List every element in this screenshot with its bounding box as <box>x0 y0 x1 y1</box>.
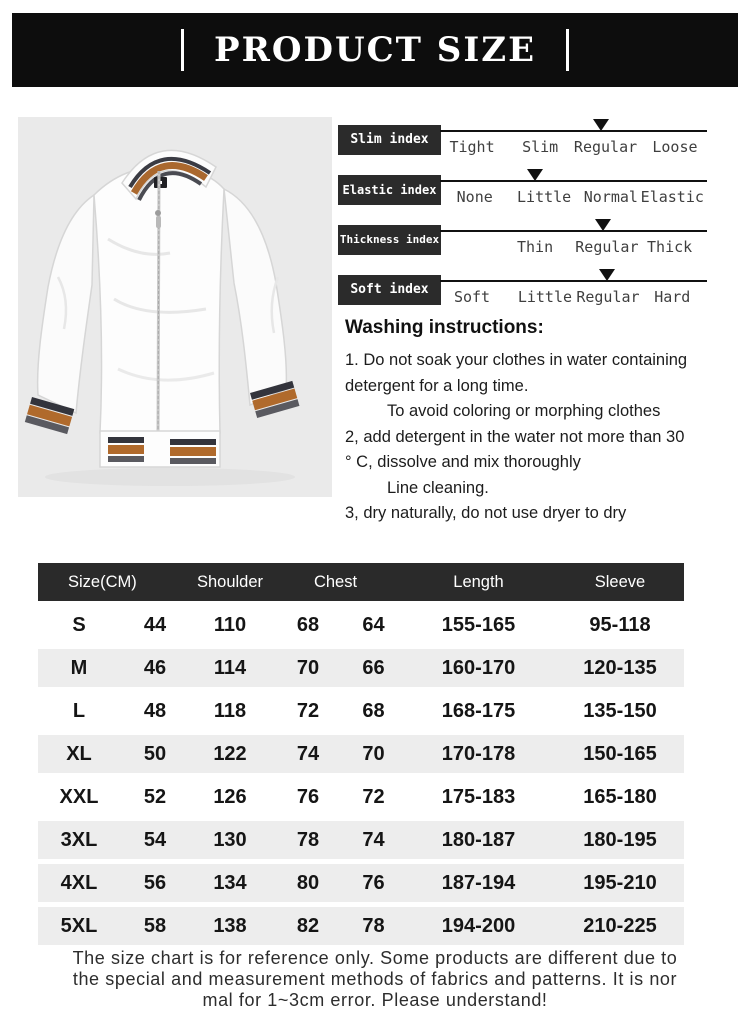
thickness-index-track <box>440 225 707 275</box>
index-row-thickness <box>335 225 745 275</box>
table-row <box>38 735 684 773</box>
table-cell: 56 <box>120 864 190 902</box>
table-cell: 126 <box>213 785 247 808</box>
table-row <box>38 907 684 945</box>
slim-index-label: Slim index <box>338 125 441 155</box>
header-length: Length <box>401 563 556 601</box>
footer-note <box>0 948 750 1011</box>
table-row <box>38 821 684 859</box>
table-cell: 175-183 <box>441 785 516 808</box>
table-cell: 74 <box>270 735 346 773</box>
table-cell: 64 <box>362 613 385 636</box>
table-cell: 68 <box>362 699 385 722</box>
table-cell: 5XL <box>38 907 120 945</box>
index-option: Regular <box>575 238 639 256</box>
footer-line: mal for 1~3cm error. Please understand! <box>202 990 548 1010</box>
table-cell: 44 <box>143 613 167 636</box>
table-row <box>38 692 684 730</box>
footer-line: The size chart is for reference only. Some products are different due to <box>72 948 678 968</box>
thickness-index-label: Thickness index <box>338 225 441 255</box>
table-cell: L <box>72 699 86 722</box>
index-option: Little <box>517 188 572 206</box>
table-cell: 52 <box>143 785 167 808</box>
table-cell: 70 <box>346 735 401 773</box>
washing-line: To avoid coloring or morphing clothes <box>387 402 661 420</box>
marker-arrow-icon <box>599 269 615 281</box>
slider-track <box>440 280 707 282</box>
index-option: Thick <box>647 238 693 256</box>
header-shoulder: Shoulder <box>190 563 270 601</box>
index-option: Hard <box>654 288 691 306</box>
table-cell: 187-194 <box>401 864 556 902</box>
footer-line: the special and measurement methods of fabrics and patterns. It is nor <box>72 969 678 989</box>
index-option: Loose <box>652 138 698 156</box>
page-title: PRODUCT SIZE <box>214 30 536 70</box>
table-cell: 72 <box>296 699 320 722</box>
table-cell: 4XL <box>38 864 120 902</box>
table-cell: 46 <box>120 649 190 687</box>
slim-index-track <box>440 125 707 175</box>
table-cell: 74 <box>346 821 401 859</box>
header-sleeve: Sleeve <box>556 563 684 601</box>
table-cell: S <box>72 613 86 636</box>
jacket-illustration <box>18 117 332 497</box>
table-cell: XXL <box>59 785 99 808</box>
index-option: Little <box>517 288 573 306</box>
table-cell: 95-118 <box>589 613 651 636</box>
marker-arrow-icon <box>527 169 543 181</box>
title-divider-left <box>181 29 184 71</box>
table-cell: M <box>38 649 120 687</box>
table-cell: 138 <box>190 907 270 945</box>
washing-instructions <box>345 317 745 527</box>
table-cell: 180-195 <box>556 821 684 859</box>
table-cell: 165-180 <box>583 785 657 808</box>
table-cell: 168-175 <box>441 699 516 722</box>
table-cell: 118 <box>213 699 247 722</box>
size-table <box>38 558 684 950</box>
table-row <box>38 649 684 687</box>
table-cell: 122 <box>190 735 270 773</box>
table-cell: 150-165 <box>556 735 684 773</box>
index-row-elastic <box>335 175 745 225</box>
table-cell: 70 <box>270 649 346 687</box>
table-cell: 210-225 <box>556 907 684 945</box>
table-cell: 48 <box>143 699 167 722</box>
header-chest: Chest <box>270 563 401 601</box>
washing-line: detergent for a long time. <box>345 376 529 395</box>
table-cell: 66 <box>346 649 401 687</box>
marker-arrow-icon <box>595 219 611 231</box>
slider-track <box>440 230 707 232</box>
washing-title: Washing instructions: <box>345 317 544 338</box>
washing-line: 1. Do not soak your clothes in water containing <box>345 351 688 369</box>
table-cell: 50 <box>120 735 190 773</box>
index-option: Tight <box>449 138 495 156</box>
table-cell: 72 <box>362 785 385 808</box>
index-option: Elastic <box>640 188 704 206</box>
table-row <box>38 606 684 644</box>
slider-track <box>440 130 707 132</box>
title-divider-right <box>566 29 569 71</box>
table-cell: 180-187 <box>401 821 556 859</box>
washing-line: 3, dry naturally, do not use dryer to dry <box>345 504 627 522</box>
washing-line: ° C, dissolve and mix thoroughly <box>345 453 581 471</box>
table-cell: 76 <box>296 785 320 808</box>
index-option: Slim <box>522 138 559 156</box>
table-cell: 54 <box>120 821 190 859</box>
table-cell: 170-178 <box>401 735 556 773</box>
slider-track <box>440 180 707 182</box>
index-option: Regular <box>576 288 640 306</box>
table-cell: 110 <box>213 613 247 636</box>
washing-line: 2, add detergent in the water not more than 30 <box>345 427 685 446</box>
marker-arrow-icon <box>593 119 609 131</box>
table-cell: 78 <box>270 821 346 859</box>
table-cell: 3XL <box>38 821 120 859</box>
table-cell: 68 <box>296 613 320 636</box>
info-panel <box>335 117 745 527</box>
elastic-index-label: Elastic index <box>338 175 441 205</box>
table-header-row <box>38 563 684 601</box>
header-size: Size(CM) <box>38 563 190 601</box>
table-cell: 160-170 <box>401 649 556 687</box>
index-option: Regular <box>573 138 638 156</box>
table-cell: 195-210 <box>556 864 684 902</box>
index-option: Normal <box>583 188 638 206</box>
table-cell: 120-135 <box>556 649 684 687</box>
table-cell: 78 <box>346 907 401 945</box>
index-option: None <box>456 188 493 206</box>
title-bar <box>12 13 738 87</box>
table-cell: 194-200 <box>401 907 556 945</box>
table-row <box>38 778 684 816</box>
table-cell: 130 <box>190 821 270 859</box>
table-cell: 155-165 <box>441 613 516 636</box>
product-photo <box>18 117 332 497</box>
index-row-slim <box>335 125 745 175</box>
table-cell: 58 <box>120 907 190 945</box>
elastic-index-track <box>440 175 707 225</box>
index-option: Thin <box>516 238 554 256</box>
table-cell: 114 <box>190 649 270 687</box>
index-option: Soft <box>453 288 491 306</box>
table-cell: 82 <box>270 907 346 945</box>
table-cell: 76 <box>346 864 401 902</box>
table-cell: 135-150 <box>583 699 657 722</box>
table-cell: 134 <box>190 864 270 902</box>
table-row <box>38 864 684 902</box>
table-cell: 80 <box>270 864 346 902</box>
soft-index-label: Soft index <box>338 275 441 305</box>
washing-line: Line cleaning. <box>387 478 489 497</box>
table-cell: XL <box>38 735 120 773</box>
